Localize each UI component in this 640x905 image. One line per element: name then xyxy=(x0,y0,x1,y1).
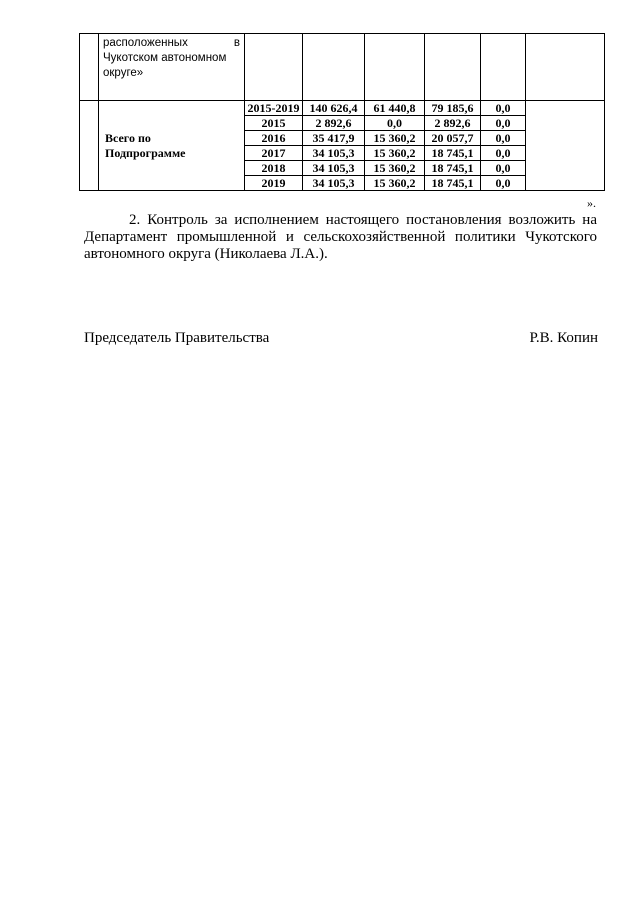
table-cell-index xyxy=(80,34,99,101)
signatory-position: Председатель Правительства xyxy=(84,330,270,346)
description-cell xyxy=(99,34,245,101)
total-cell: 2 892,6 xyxy=(303,116,365,131)
description-line: расположенных в xyxy=(103,37,240,49)
value-cell: 18 745,1 xyxy=(425,161,481,176)
total-cell: 34 105,3 xyxy=(303,161,365,176)
value-cell: 15 360,2 xyxy=(365,176,425,191)
value-cell: 0,0 xyxy=(365,116,425,131)
closing-quote: ». xyxy=(587,196,596,210)
total-label-cell xyxy=(99,101,245,191)
period-cell: 2016 xyxy=(245,131,303,146)
description-line: Чукотском автономном xyxy=(103,52,227,64)
value-cell: 0,0 xyxy=(481,176,526,191)
value-cell: 18 745,1 xyxy=(425,146,481,161)
value-cell: 15 360,2 xyxy=(365,146,425,161)
signatory-name: Р.В. Копин xyxy=(529,330,598,346)
period-cell: 2015-2019 xyxy=(245,101,303,116)
value-cell: 15 360,2 xyxy=(365,161,425,176)
value-cell: 15 360,2 xyxy=(365,131,425,146)
value-cell: 18 745,1 xyxy=(425,176,481,191)
total-cell: 35 417,9 xyxy=(303,131,365,146)
subprogram-table xyxy=(79,33,605,191)
total-cell: 34 105,3 xyxy=(303,176,365,191)
table-cell xyxy=(425,34,481,101)
table-row-description xyxy=(80,34,605,101)
table-cell-empty xyxy=(526,101,605,191)
total-cell: 140 626,4 xyxy=(303,101,365,116)
paragraph-line: Департамент промышленной и сельскохозяйственной политики Чукотского xyxy=(84,229,597,245)
table-cell xyxy=(303,34,365,101)
period-cell: 2018 xyxy=(245,161,303,176)
paragraph-line: автономного округа (Николаева Л.А.). xyxy=(84,246,328,262)
description-line: округе» xyxy=(103,67,144,79)
total-label-line: Всего по xyxy=(105,130,151,145)
value-cell: 0,0 xyxy=(481,146,526,161)
value-cell: 0,0 xyxy=(481,116,526,131)
table-row xyxy=(80,101,605,116)
value-cell: 61 440,8 xyxy=(365,101,425,116)
value-cell: 20 057,7 xyxy=(425,131,481,146)
value-cell: 79 185,6 xyxy=(425,101,481,116)
resolution-paragraph xyxy=(84,212,597,263)
paragraph-line: 2. Контроль за исполнением настоящего постановления возложить на xyxy=(129,212,597,228)
table-cell xyxy=(481,34,526,101)
table-cell-index xyxy=(80,101,99,191)
period-cell: 2015 xyxy=(245,116,303,131)
table-cell xyxy=(245,34,303,101)
total-label-line: Подпрограмме xyxy=(105,145,186,160)
period-cell: 2019 xyxy=(245,176,303,191)
value-cell: 0,0 xyxy=(481,131,526,146)
value-cell: 0,0 xyxy=(481,101,526,116)
table-cell xyxy=(526,34,605,101)
table-cell xyxy=(365,34,425,101)
value-cell: 2 892,6 xyxy=(425,116,481,131)
value-cell: 0,0 xyxy=(481,161,526,176)
period-cell: 2017 xyxy=(245,146,303,161)
total-cell: 34 105,3 xyxy=(303,146,365,161)
